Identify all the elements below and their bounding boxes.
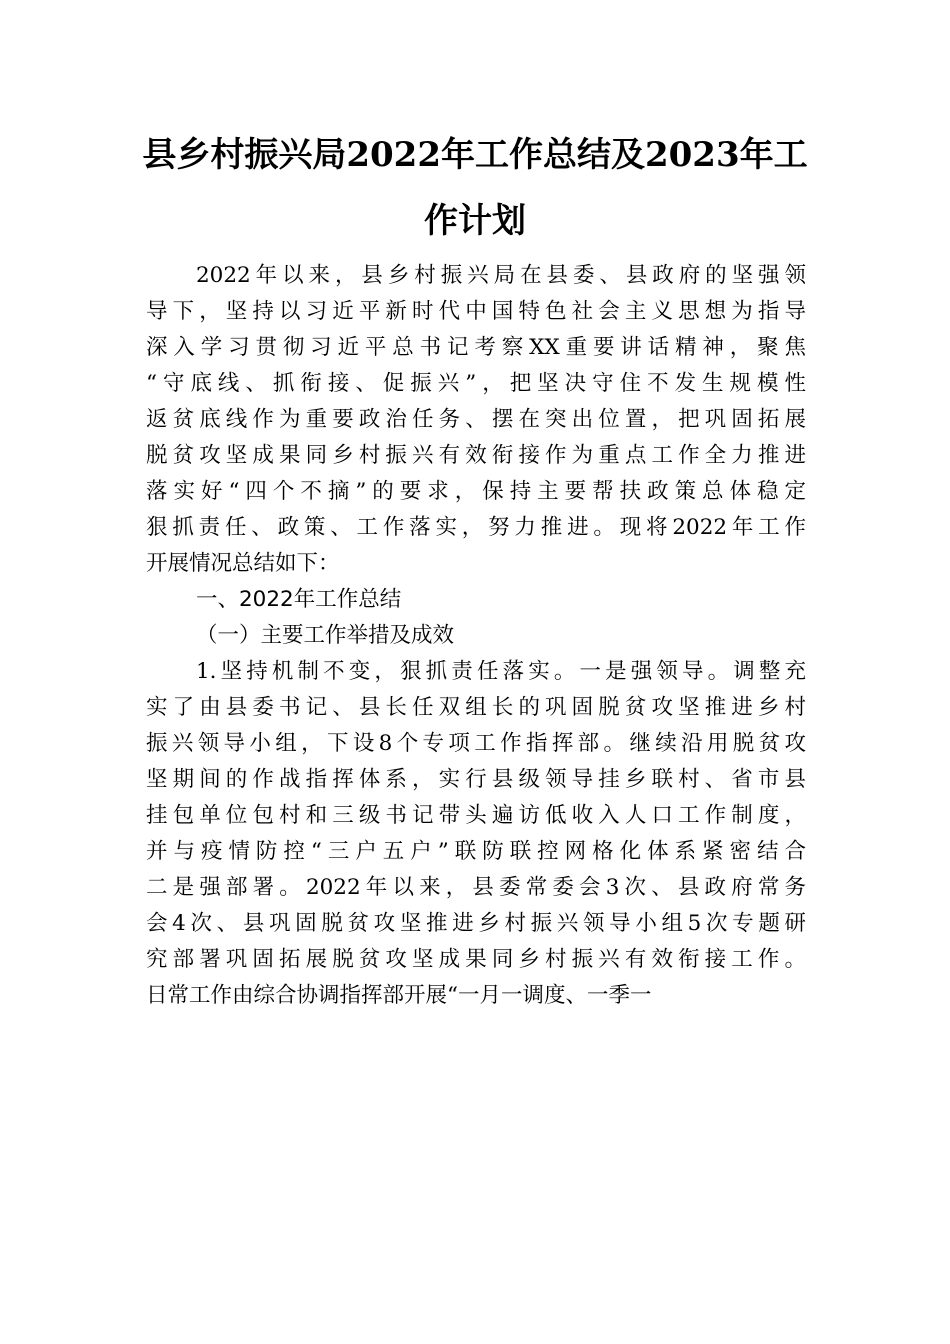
intro-line: 返贫底线作为重要政治任务、摆在突出位置，把巩固拓展	[146, 407, 806, 432]
section-heading: 一、2022年工作总结	[196, 587, 402, 612]
item-line: 二是强部署。2022年以来，县委常委会3次、县政府常务	[146, 875, 806, 900]
document-title-line-2: 作计划	[424, 201, 526, 241]
item-line: 并与疫情防控“三户五户”联防联控网格化体系紧密结合	[146, 839, 806, 864]
item-line: 1.坚持机制不变，狠抓责任落实。一是强领导。调整充	[196, 659, 806, 684]
intro-line: 导下，坚持以习近平新时代中国特色社会主义思想为指导	[146, 299, 806, 324]
intro-line: 开展情况总结如下：	[146, 551, 340, 576]
intro-line: 狠抓责任、政策、工作落实，努力推进。现将2022年工作	[146, 515, 806, 540]
item-line: 实了由县委书记、县长任双组长的巩固脱贫攻坚推进乡村	[146, 695, 806, 720]
intro-line: 落实好“四个不摘”的要求，保持主要帮扶政策总体稳定	[146, 479, 806, 504]
subsection-heading: （一）主要工作举措及成效	[196, 623, 455, 648]
item-line: 会4次、县巩固脱贫攻坚推进乡村振兴领导小组5次专题研	[146, 911, 806, 936]
item-line: 日常工作由综合协调指挥部开展“一月一调度、一季一	[146, 983, 652, 1008]
intro-line: 深入学习贯彻习近平总书记考察XX重要讲话精神，聚焦	[146, 335, 806, 360]
document-title-line-1: 县乡村振兴局2022年工作总结及2023年工	[142, 135, 808, 175]
intro-line: 脱贫攻坚成果同乡村振兴有效衔接作为重点工作全力推进	[146, 443, 806, 468]
item-line: 振兴领导小组，下设8个专项工作指挥部。继续沿用脱贫攻	[146, 731, 806, 756]
intro-line: “守底线、抓衔接、促振兴”，把坚决守住不发生规模性	[146, 371, 806, 396]
intro-line: 2022年以来，县乡村振兴局在县委、县政府的坚强领	[196, 263, 806, 288]
item-line: 挂包单位包村和三级书记带头遍访低收入人口工作制度，	[146, 803, 806, 828]
item-line: 坚期间的作战指挥体系，实行县级领导挂乡联村、省市县	[146, 767, 806, 792]
item-line: 究部署巩固拓展脱贫攻坚成果同乡村振兴有效衔接工作。	[146, 947, 806, 972]
